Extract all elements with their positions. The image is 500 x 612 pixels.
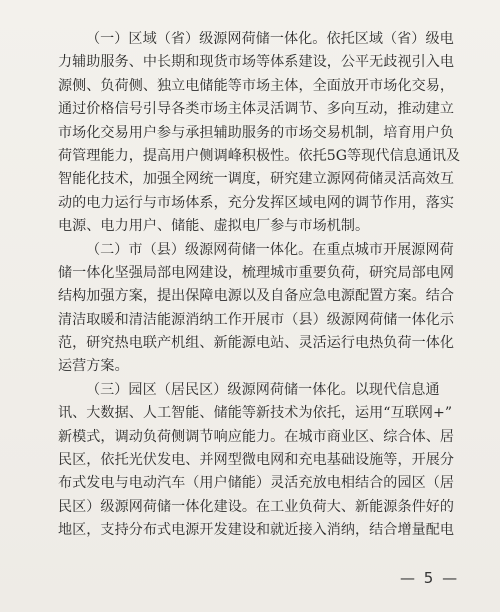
page-number: — 5 — <box>400 569 460 587</box>
text-line: 力辅助服务、中长期和现货市场等体系建设，公平无歧视引入电 <box>58 54 455 71</box>
text-line: （二）市（县）级源网荷储一体化。在重点城市开展源网荷 <box>86 241 454 258</box>
text-line: 动的电力运行与市场体系，充分发挥区域电网的调节作用，落实 <box>58 194 455 211</box>
text-line: 清洁取暖和清洁能源消纳工作开展市（县）级源网荷储一体化示 <box>58 311 455 328</box>
text-line: 智能化技术，加强全网统一调度，研究建立源网荷储灵活高效互 <box>58 171 455 188</box>
text-line: 民区）级源网荷储一体化建设。在工业负荷大、新能源条件好的 <box>58 498 455 515</box>
text-line: （三）园区（居民区）级源网荷储一体化。以现代信息通 <box>86 381 440 398</box>
document-body <box>58 28 462 543</box>
text-line: 电源、电力用户、储能、虚拟电厂参与市场机制。 <box>58 218 370 235</box>
text-line: 结构加强方案，提出保障电源以及自备应急电源配置方案。结合 <box>58 288 455 305</box>
text-line: 新模式，调动负荷侧调节响应能力。在城市商业区、综合体、居 <box>58 428 455 445</box>
text-line: 地区，支持分布式电源开发建设和就近接入消纳，结合增量配电 <box>58 522 455 539</box>
text-line: 通过价格信号引导各类市场主体灵活调节、多向互动，推动建立 <box>58 101 455 118</box>
text-line: 民区，依托光伏发电、并网型微电网和充电基础设施等，开展分 <box>58 452 455 469</box>
text-line: 源侧、负荷侧、独立电储能等市场主体，全面放开市场化交易， <box>58 77 455 94</box>
text-line: 讯、大数据、人工智能、储能等新技术为依托，运用“互联网+” <box>58 405 453 422</box>
text-line: 市场化交易用户参与承担辅助服务的市场交易机制，培育用户负 <box>58 124 455 141</box>
text-line: 荷管理能力，提高用户侧调峰积极性。依托5G等现代信息通讯及 <box>58 147 461 164</box>
text-line: 运营方案。 <box>58 358 129 375</box>
text-line: 布式发电与电动汽车（用户储能）灵活充放电相结合的园区（居 <box>58 475 455 492</box>
text-line: （一）区域（省）级源网荷储一体化。依托区域（省）级电 <box>86 31 454 47</box>
text-line: 储一体化坚强局部电网建设，梳理城市重要负荷，研究局部电网 <box>58 264 455 281</box>
text-line: 范，研究热电联产机组、新能源电站、灵活运行电热负荷一体化 <box>58 335 455 352</box>
